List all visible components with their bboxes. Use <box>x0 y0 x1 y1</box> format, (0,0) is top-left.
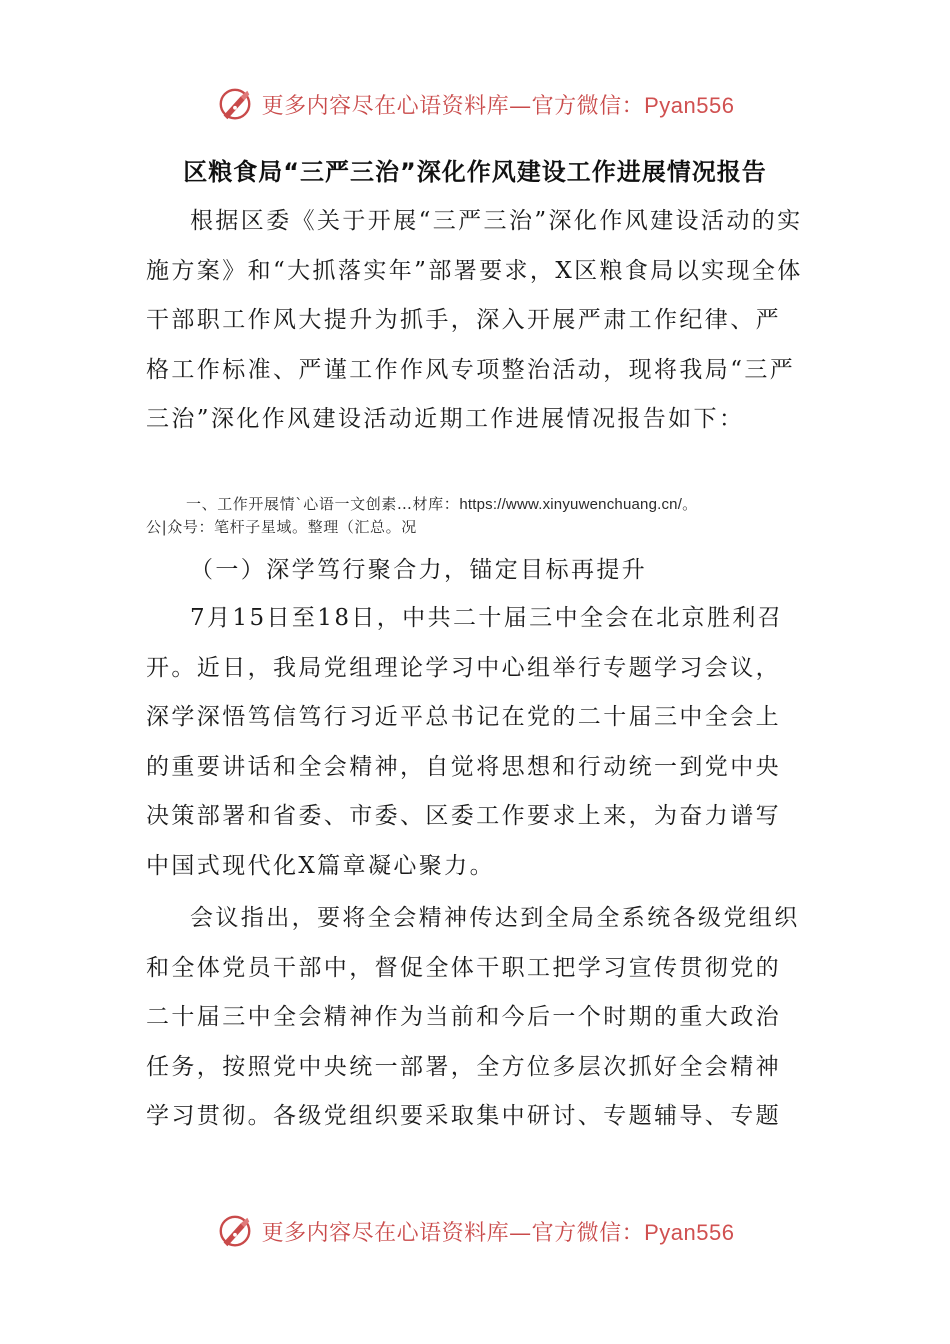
source-link[interactable]: https://www.xinyuwenchuang.cn/ <box>459 496 683 513</box>
watermark-id: Pyan556 <box>644 1219 735 1245</box>
body-paragraph-1: 7月15日至18日，中共二十届三中全会在北京胜利召开。近日，我局党组理论学习中心组举行专题学习会议，深学深悟笃信笃行习近平总书记在党的二十届三中全会上的重要讲话和全会精神，自觉将思想和行动统一到党中央决策部署和省委、市委、区委工作要求上来，为奋力谱写中国式现代化X篇章凝心聚力。 <box>146 605 784 879</box>
pen-nib-icon <box>216 85 254 123</box>
document-title: 区粮食局“三严三治”深化作风建设工作进展情况报告 <box>183 158 767 186</box>
pen-nib-icon <box>216 1212 254 1250</box>
section-heading: （一）深学笃行聚合力，锚定目标再提升 <box>190 557 648 583</box>
intro-paragraph: 根据区委《关于开展“三严三治”深化作风建设活动的实施方案》和“大抓落实年”部署要求，X区粮食局以实现全体干部职工作风大提升为抓手，深入开展严肃工作纪律、严格工作标准、严谨工作作风专项整治活动，现将我局“三严三治”深化作风建设活动近期工作进展情况报告如下： <box>146 208 803 433</box>
source-note: 一、工作开展情`心语一文创素…材库：https://www.xinyuwenchuang.cn/。 公|众号：笔杆子星域。整理（汇总。况 <box>146 493 836 539</box>
body-paragraph-2: 会议指出，要将全会精神传达到全局全系统各级党组织和全体党员干部中，督促全体干职工把学习宣传贯彻党的二十届三中全会精神作为当前和今后一个时期的重大政治任务，按照党中央统一部署，全方位多层次抓好全会精神学习贯彻。各级党组织要采取集中研讨、专题辅导、专题 <box>146 905 800 1130</box>
watermark-text: 更多内容尽在心语资料库—官方微信：Pyan556 <box>261 92 735 119</box>
watermark-id: Pyan556 <box>644 92 735 118</box>
watermark-text: 更多内容尽在心语资料库—官方微信：Pyan556 <box>261 1219 735 1246</box>
header-watermark <box>0 79 950 129</box>
footer-watermark <box>0 1206 950 1256</box>
note-line-2: 公|众号：笔杆子星域。整理（汇总。况 <box>146 518 417 536</box>
